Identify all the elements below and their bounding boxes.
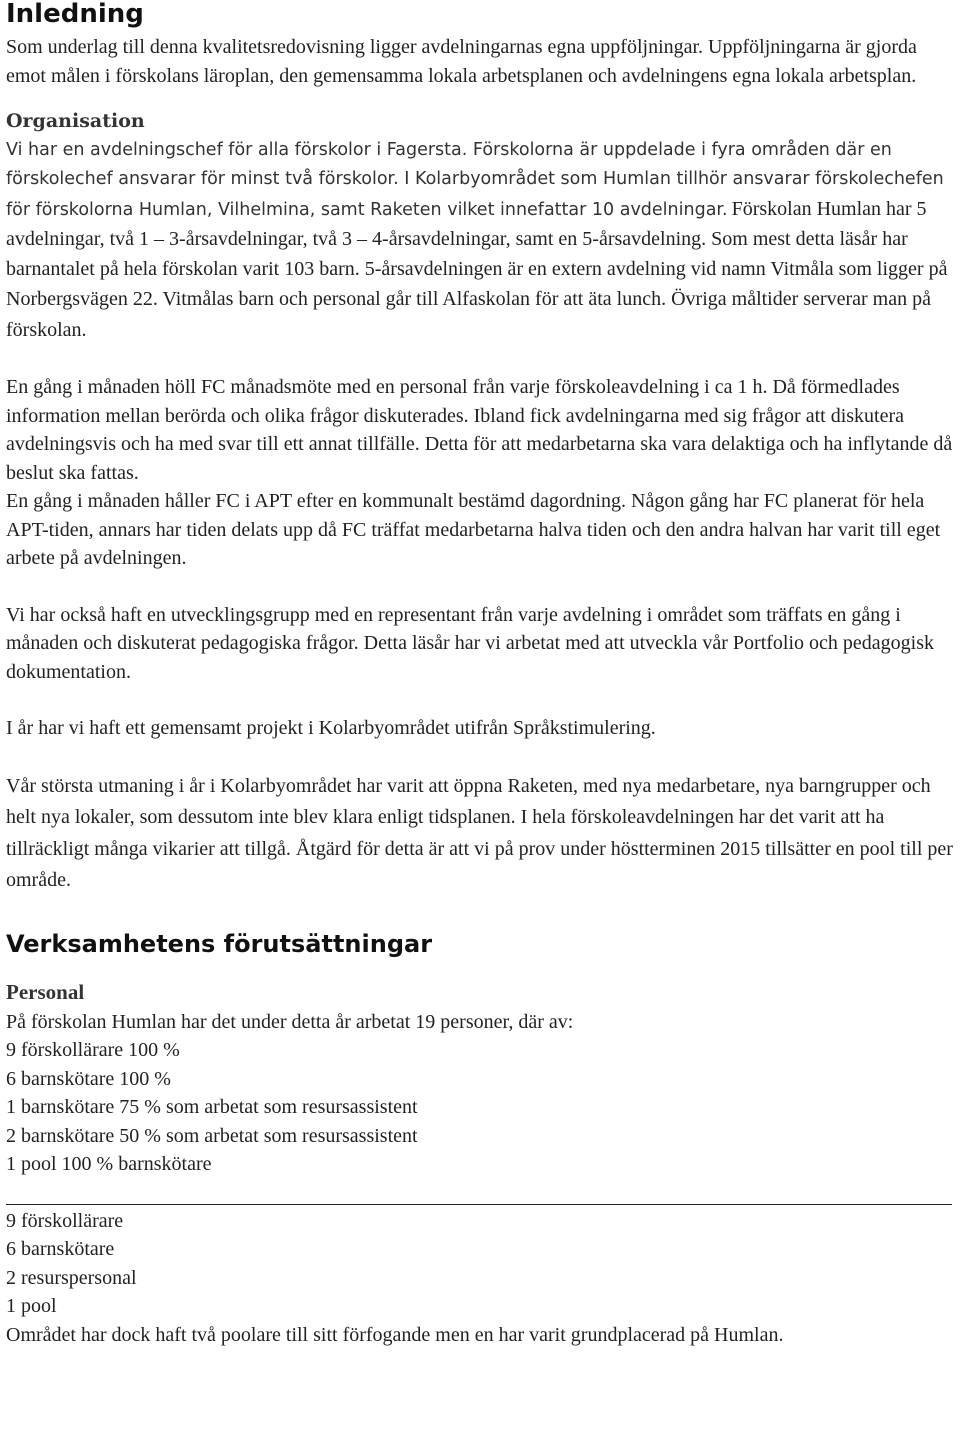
total-item: 9 förskollärare — [6, 1209, 124, 1232]
organisation-paragraph-3: En gång i månaden håller FC i APT efter en kommunalt bestämd dagordning. Någon gång har FC planerat för hela APT-tiden, annars har tiden delats upp då FC träffat medarbetarna halva tiden och den andra halvan har varit till eget arbete på avdelningen. — [6, 490, 941, 570]
staff-item: 1 pool 100 % barnskötare — [6, 1153, 212, 1176]
document-page — [6, 0, 954, 1349]
staff-list — [6, 1036, 954, 1179]
organisation-paragraph-1-serif: Förskolan Humlan har 5 avdelningar, två 1 – 3-årsavdelningar, två 3 – 4-årsavdelningar, samt en 5-årsavdelning. Som mest detta läsår har barnantalet på hela förskolan varit 103 barn. 5-årsavdelningen är en extern avdelning vid namn Vitmåla som ligger på Norbergsvägen 22. Vitmålas barn och personal går till Alfaskolan för att äta lunch. Övriga måltider serverar man på förskolan. — [6, 197, 948, 341]
total-item: 2 resurspersonal — [6, 1266, 137, 1289]
organisation-paragraph-5: I år har vi haft ett gemensamt projekt i Kolarbyområdet utifrån Språkstimulering. — [6, 717, 656, 740]
totals-list — [6, 1207, 954, 1321]
total-item: 6 barnskötare — [6, 1238, 115, 1261]
staff-item: 1 barnskötare 75 % som arbetat som resursassistent — [6, 1096, 418, 1119]
organisation-paragraph-6: Vår största utmaning i år i Kolarbyområdet har varit att öppna Raketen, med nya medarbetare, nya barngrupper och helt nya lokaler, som dessutom inte blev klara enligt tidsplanen. I hela förskoleavdelningen har det varit att ha tillräckligt många vikarier att tillgå. Åtgärd för detta är att vi på prov under höstterminen 2015 tillsätter en pool till per område. — [6, 774, 953, 892]
organisation-paragraph-2: En gång i månaden höll FC månadsmöte med en personal från varje förskoleavdelning i ca 1 h. Då förmedlades information mellan berörda och olika frågor diskuterades. Ibland fick avdelningarna med sig frågor att diskutera avdelningsvis och ha med svar till ett annat tillfälle. Detta för att medarbetarna ska vara delaktiga och ha inflytande då beslut ska fattas. — [6, 376, 953, 484]
personal-intro: På förskolan Humlan har det under detta år arbetat 19 personer, där av: — [6, 1010, 574, 1033]
staff-item: 6 barnskötare 100 % — [6, 1067, 171, 1090]
organisation-paragraph-4: Vi har också haft en utvecklingsgrupp med en representant från varje avdelning i området som träffats en gång i månaden och diskuterat pedagogiska frågor. Detta läsår har vi arbetat med att utveckla vår Portfolio och pedagogisk dokumentation. — [6, 603, 935, 683]
organisation-heading: Organisation — [6, 110, 145, 132]
staff-item: 9 förskollärare 100 % — [6, 1039, 180, 1062]
staff-item: 2 barnskötare 50 % som arbetat som resursassistent — [6, 1124, 418, 1147]
intro-heading: Inledning — [6, 0, 144, 29]
total-item: 1 pool — [6, 1295, 57, 1318]
organisation-paragraph-1-sans: Vi har en avdelningschef för alla förskolor i Fagersta. Förskolorna är uppdelade i fyra områden där en förskolechef ansvarar för minst två förskolor. I Kolarbyområdet som Humlan tillhör ansvarar förskolechefen för förskolorna Humlan, Vilhelmina, samt Raketen vilket innefattar 10 avdelningar. — [6, 140, 944, 220]
intro-paragraph: Som underlag till denna kvalitetsredovisning ligger avdelningarnas egna uppföljningar. Uppföljningarna är gjorda emot målen i förskolans läroplan, den gemensamma lokala arbetsplanen och avdelningens egna lokala arbetsplan. — [6, 36, 917, 87]
total-divider — [6, 1204, 952, 1205]
verksamhet-heading: Verksamhetens förutsättningar — [6, 929, 433, 958]
organisation-paragraph-1 — [6, 136, 954, 346]
personal-heading: Personal — [6, 979, 85, 1004]
closing-paragraph: Området har dock haft två poolare till sitt förfogande men en har varit grundplacerad på Humlan. — [6, 1323, 784, 1346]
